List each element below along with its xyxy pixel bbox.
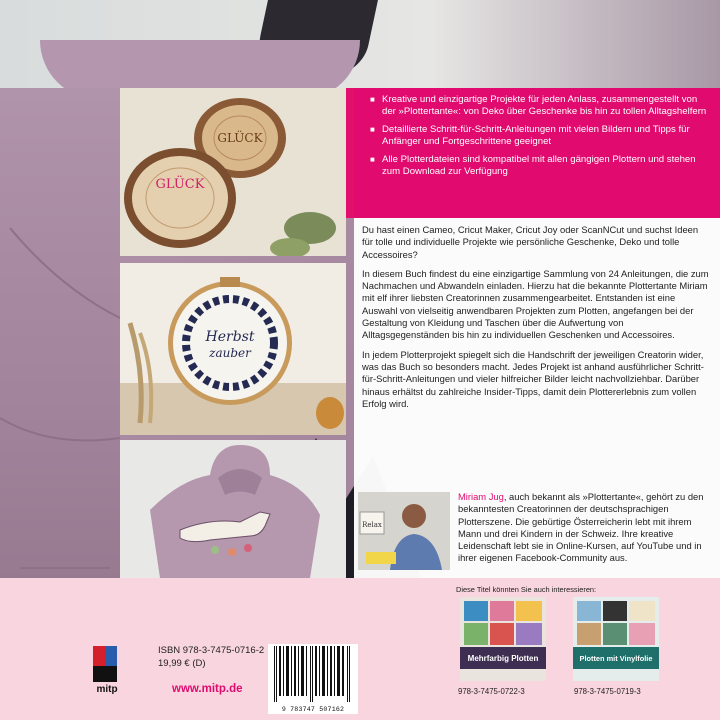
author-sign-text: Relax bbox=[362, 521, 382, 529]
recommended-book-2[interactable] bbox=[573, 597, 659, 681]
author-photo bbox=[358, 492, 450, 570]
barcode-number: 9 783747 507162 bbox=[281, 706, 345, 713]
feature-item: ■ Kreative und einzigartige Projekte für jeden Anlass, zusammengestellt von der »Plottertante«: von Deko über Geschenke bis hin zu tollen Alltagshelfern bbox=[370, 94, 708, 119]
recommended-book-2-isbn: 978-3-7475-0719-3 bbox=[574, 687, 641, 696]
author-bio bbox=[458, 491, 716, 565]
publisher-url[interactable]: www.mitp.de bbox=[172, 683, 243, 695]
wood-text-2: GLÜCK bbox=[155, 177, 205, 192]
recommended-book-1[interactable] bbox=[460, 597, 546, 681]
isbn-price bbox=[158, 644, 264, 670]
recommend-title: Diese Titel könnten Sie auch interessieren: bbox=[456, 585, 597, 594]
logo-text: mitp bbox=[96, 684, 118, 695]
photo-hoodie-cat bbox=[120, 440, 346, 578]
hoop-text-2: zauber bbox=[209, 346, 251, 360]
feature-list bbox=[354, 88, 720, 178]
barcode bbox=[268, 644, 358, 714]
barcode-bars bbox=[268, 644, 358, 704]
description-text bbox=[362, 224, 710, 417]
book-2-title: Plotten mit Vinylfolie bbox=[579, 654, 653, 663]
photo-embroidery-hoop bbox=[120, 263, 346, 435]
author-bio-text: , auch bekannt als »Plottertante«, gehört zu den bekanntesten Creatorinnen der deutschsprachigen Plotterszene. Die gebürtige Österreicherin lebt mit ihrem Mann und drei Kindern in der Schweiz. Ihre kreative Leidenschaft lebt sie in Online-Kursen, auf YouTube und in ihrer eigenen Facebook-Community aus. bbox=[458, 491, 704, 564]
book-1-title: Mehrfarbig Plotten bbox=[467, 654, 539, 663]
wood-text-1: GLÜCK bbox=[217, 131, 263, 145]
price-text: 19,99 € (D) bbox=[158, 658, 206, 669]
feature-item: ■ Detaillierte Schritt-für-Schritt-Anleitungen mit vielen Bildern und Tipps für Anfänger und Fortgeschrittene geeignet bbox=[370, 124, 708, 149]
description-paragraph: In jedem Plotterprojekt spiegelt sich die Handschrift der jeweiligen Creatorin wider, was das Buch so besonders macht. Jedes Projekt ist anhand ausführlicher Schritt-für-Schritt-Anleitungen und vieler hilfreicher Bilder leicht nachvollziehbar. Darüber hinaus erhältst du zahlreiche Insider-Tipps, damit dein Plottererlebnis zum vollen Erfolg wird. bbox=[362, 348, 704, 409]
sweater-seams bbox=[0, 88, 120, 600]
author-name: Miriam Jug bbox=[458, 491, 504, 502]
description-paragraph: Du hast einen Cameo, Cricut Maker, Cricut Joy oder ScanNCut und suchst Ideen für tolle und individuelle Projekte wie persönliche Geschenke, Deko und tolle Accessoires? bbox=[362, 224, 699, 260]
feature-bullet-box bbox=[354, 88, 720, 218]
recommended-book-1-isbn: 978-3-7475-0722-3 bbox=[458, 687, 525, 696]
hoop-text-1: Herbst bbox=[205, 329, 255, 345]
description-paragraph: In diesem Buch findest du eine einzigartige Sammlung von 24 Anleitungen, die zum Nachmachen und Abwandeln einladen. Hierzu hat die bekannte Plottertante Miriam mit elf ihrer liebsten Creatorinnen zusammengearbeitet. Entstanden ist eine Auswahl von vielseitig anwendbaren Projekten zum Plotten, angefangen bei der Gestaltung von Kleidung und Taschen über die Aufwertung von Alltagsgegenständen bis hin zu individuellen Geschenken und Accessoires. bbox=[362, 267, 709, 341]
feature-item: ■ Alle Plotterdateien sind kompatibel mit allen gängigen Plottern und stehen zum Download zur Verfügung bbox=[370, 154, 708, 179]
isbn-text: ISBN 978-3-7475-0716-2 bbox=[158, 645, 265, 656]
background-left-sweater bbox=[0, 88, 120, 600]
mitp-logo bbox=[93, 646, 123, 696]
photo-wood-slices bbox=[120, 88, 346, 256]
